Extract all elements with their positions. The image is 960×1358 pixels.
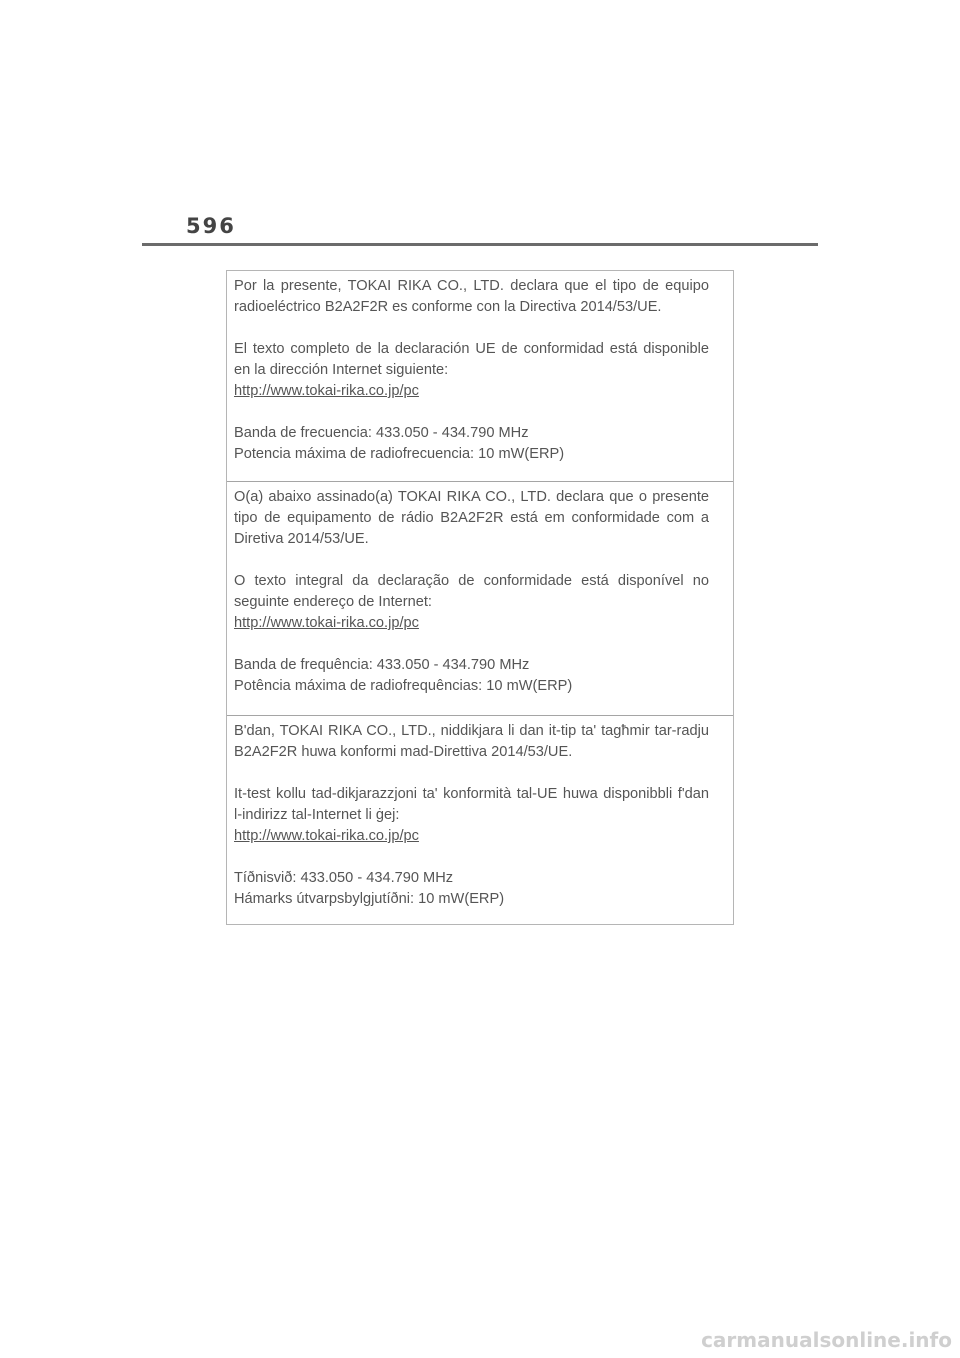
declaration-availability [234, 784, 709, 847]
declaration-intro: Por la presente, TOKAI RIKA CO., LTD. declara que el tipo de equipo radioeléctrico B2A2F2R es conforme con la Directiva 2014/53/UE. [234, 278, 709, 315]
max-power: Hámarks útvarpsbylgjutíðni: 10 mW(ERP) [234, 891, 505, 907]
declaration-intro: B'dan, TOKAI RIKA CO., LTD., niddikjara li dan it-tip ta' tagħmir tar-radju B2A2F2R huwa konformi mad-Direttiva 2014/53/UE. [234, 723, 709, 760]
declaration-box [226, 270, 734, 925]
declaration-availability [234, 339, 709, 402]
availability-text: It-test kollu tad-dikjarazzjoni ta' konformità tal-UE huwa disponibbli f'dan l-indirizz tal-Internet li ġej: [234, 786, 709, 823]
declaration-url-link[interactable]: http://www.tokai-rika.co.jp/pc [234, 383, 419, 399]
header-rule [142, 243, 818, 246]
max-power: Potencia máxima de radiofrecuencia: 10 mW(ERP) [234, 446, 565, 462]
declaration-url-link[interactable]: http://www.tokai-rika.co.jp/pc [234, 828, 419, 844]
declaration-intro: O(a) abaixo assinado(a) TOKAI RIKA CO., LTD. declara que o presente tipo de equipamento de rádio B2A2F2R está em conformidade com a Diretiva 2014/53/UE. [234, 489, 709, 547]
frequency-band: Banda de frecuencia: 433.050 - 434.790 MHz [234, 425, 529, 441]
declaration-specs [234, 868, 709, 910]
availability-text: O texto integral da declaração de conformidade está disponível no seguinte endereço de Internet: [234, 573, 709, 610]
watermark: carmanualsonline.info [701, 1328, 952, 1352]
declaration-specs [234, 655, 709, 697]
declaration-section-portuguese [227, 481, 733, 715]
declaration-url-link[interactable]: http://www.tokai-rika.co.jp/pc [234, 615, 419, 631]
declaration-availability [234, 571, 709, 634]
frequency-band: Banda de frequência: 433.050 - 434.790 MHz [234, 657, 530, 673]
declaration-section-spanish [227, 271, 733, 481]
declaration-specs [234, 423, 709, 465]
max-power: Potência máxima de radiofrequências: 10 mW(ERP) [234, 678, 573, 694]
declaration-section-maltese [227, 715, 733, 924]
frequency-band: Tíðnisvið: 433.050 - 434.790 MHz [234, 870, 454, 886]
availability-text: El texto completo de la declaración UE de conformidad está disponible en la dirección Internet siguiente: [234, 341, 709, 378]
page-number: 596 [186, 214, 236, 238]
